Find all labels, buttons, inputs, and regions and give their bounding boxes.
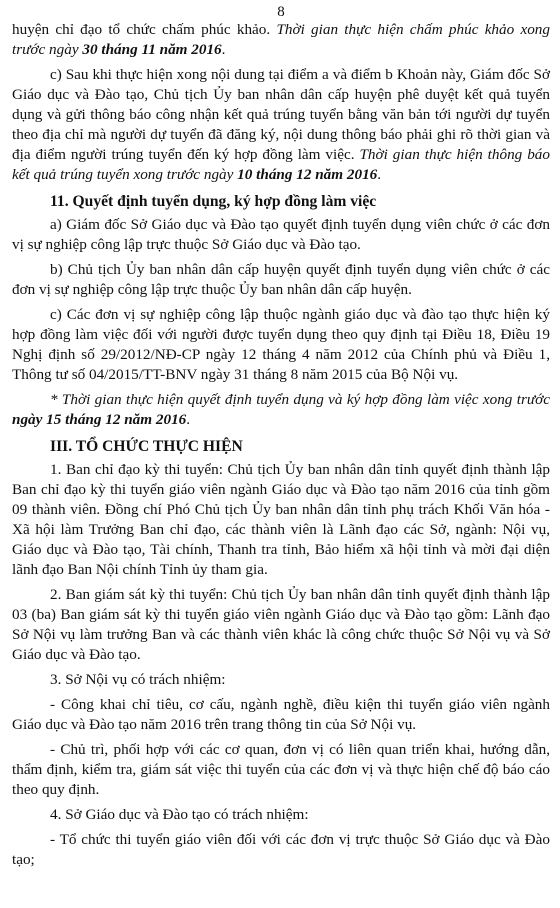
text-run: . xyxy=(377,166,382,183)
paragraph-c-approval xyxy=(12,65,550,185)
paragraph-education-dept: 4. Sở Giáo dục và Đào tạo có trách nhiệm: xyxy=(50,806,309,823)
paragraph-deadline-note xyxy=(12,390,550,430)
paragraph-coordinate: - Chủ trì, phối hợp với các cơ quan, đơn vị có liên quan triển khai, hướng dẫn, thẩm định, kiểm tra, giám sát việc thi tuyển của các đơn vị và thực hiện chế độ báo cáo theo quy định. xyxy=(12,741,550,798)
paragraph-steering-board: 1. Ban chỉ đạo kỳ thi tuyển: Chủ tịch Ủy ban nhân dân tỉnh quyết định thành lập Ban chỉ đạo kỳ thi tuyển giáo viên ngành Giáo dục và Đào tạo năm 2016 của tỉnh gồm 09 thành viên. Đồng chí Phó Chủ tịch Ủy ban nhân dân tỉnh phụ trách Khối Văn hóa - Xã hội làm Trưởng Ban chỉ đạo, các thành viên là Lãnh đạo các Sở, ngành: Nội vụ, Giáo dục và Đào tạo, Tài chính, Thanh tra tỉnh, Bảo hiểm xã hội tỉnh và mời đại diện lãnh đạo Ban Nội chính Tỉnh ủy tham gia. xyxy=(12,461,550,578)
italic-run: * Thời gian thực hiện quyết định tuyển dụng và ký hợp đồng làm việc xong trước xyxy=(50,391,550,408)
text-run: huyện chỉ đạo tổ chức chấm phúc khảo. xyxy=(12,21,277,38)
paragraph-publicize: - Công khai chỉ tiêu, cơ cấu, ngành nghề, điều kiện thi tuyển giáo viên ngành Giáo dục và Đào tạo năm 2016 trên trang thông tin của Sở Nội vụ. xyxy=(12,696,550,733)
bold-italic-date: ngày 15 tháng 12 năm 2016 xyxy=(12,411,187,428)
italic-run: Thời gian thực hiện chấm phúc khảo xong trước ngày xyxy=(12,21,550,58)
bold-italic-date: 30 tháng 11 năm 2016 xyxy=(82,41,222,58)
text-run: c) Sau khi thực hiện xong nội dung tại điểm a và điểm b Khoản này, Giám đốc Sở Giáo dục và Đào tạo, Chủ tịch Ủy ban nhân dân cấp huyện phê duyệt kết quả tuyển dụng và gửi thông báo công nhận kết quả trúng tuyển bằng văn bản tới người dự tuyển theo địa chỉ mà người dự tuyển đã đăng ký, nội dung thông báo phải ghi rõ thời gian và địa điểm người trúng tuyển đến ký hợp đồng làm việc. xyxy=(12,66,550,163)
paragraph-remark-deadline xyxy=(12,20,550,60)
paragraph-11b: b) Chủ tịch Ủy ban nhân dân cấp huyện quyết định tuyển dụng viên chức ở các đơn vị sự nghiệp công lập trực thuộc Ủy ban nhân dân cấp huyện. xyxy=(12,261,550,298)
paragraph-organize-exam: - Tổ chức thi tuyển giáo viên đối với các đơn vị trực thuộc Sở Giáo dục và Đào tạo; xyxy=(12,831,550,868)
section-heading-iii: III. TỔ CHỨC THỰC HIỆN xyxy=(50,438,243,455)
paragraph-home-affairs: 3. Sở Nội vụ có trách nhiệm: xyxy=(50,671,226,688)
page-number: 8 xyxy=(277,4,285,20)
section-heading-11: 11. Quyết định tuyển dụng, ký hợp đồng làm việc xyxy=(50,193,377,210)
bold-italic-date: 10 tháng 12 năm 2016 xyxy=(237,166,378,183)
paragraph-11a: a) Giám đốc Sở Giáo dục và Đào tạo quyết định tuyển dụng viên chức ở các đơn vị sự nghiệp công lập trực thuộc Sở Giáo dục và Đào tạo. xyxy=(12,216,550,253)
italic-run: Thời gian thực hiện thông báo kết quả trúng tuyển xong trước ngày xyxy=(12,146,550,183)
paragraph-11c: c) Các đơn vị sự nghiệp công lập thuộc ngành giáo dục và đào tạo thực hiện ký hợp đồng làm việc đối với người được tuyển dụng theo quy định tại Điều 18, Điều 19 Nghị định số 29/2012/NĐ-CP ngày 12 tháng 4 năm 2012 của Chính phủ và Điều 1, Thông tư số 04/2015/TT-BNV ngày 31 tháng 8 năm 2015 của Bộ Nội vụ. xyxy=(12,306,550,383)
text-run: . xyxy=(186,411,191,428)
text-run: . xyxy=(221,41,226,58)
paragraph-supervision-board: 2. Ban giám sát kỳ thi tuyển: Chủ tịch Ủy ban nhân dân tỉnh quyết định thành lập 03 (ba) Ban giám sát kỳ thi tuyển giáo viên ngành Giáo dục và Đào tạo gồm: Lãnh đạo Sở Nội vụ làm trưởng Ban và các thành viên khác là công chức thuộc Sở Nội vụ và Sở Giáo dục và Đào tạo. xyxy=(12,586,550,663)
